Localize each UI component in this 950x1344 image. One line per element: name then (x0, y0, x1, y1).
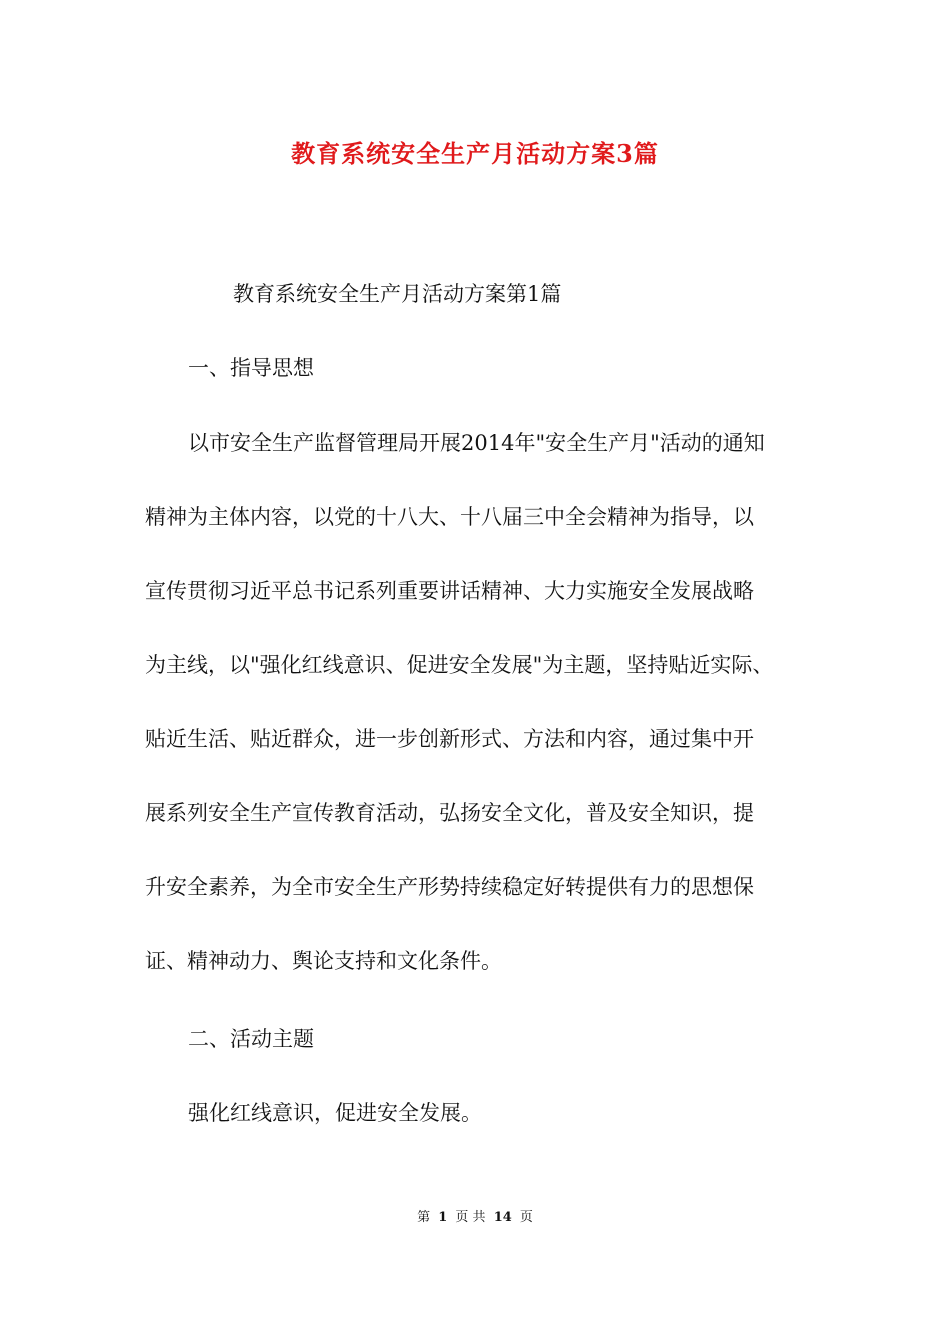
footer-prefix: 第 (417, 1210, 431, 1225)
paragraph-line: 贴近生活、贴近群众，进一步创新形式、方法和内容，通过集中开 (145, 727, 754, 751)
section-heading-guiding-ideology: 一、指导思想 (188, 356, 314, 380)
footer-middle: 页 共 (455, 1210, 486, 1225)
document-title: 教育系统安全生产月活动方案3篇 (291, 139, 659, 168)
footer-suffix: 页 (519, 1210, 533, 1225)
paragraph-line: 证、精神动力、舆论支持和文化条件。 (145, 949, 502, 973)
footer-total-pages: 14 (493, 1210, 512, 1225)
paragraph-guiding-ideology (145, 406, 813, 998)
paragraph-line: 宣传贯彻习近平总书记系列重要讲话精神、大力实施安全发展战略 (145, 579, 754, 603)
section-heading-activity-theme: 二、活动主题 (188, 1027, 314, 1051)
paragraph-line: 以市安全生产监督管理局开展2014年"安全生产月"活动的通知 (188, 431, 765, 455)
paragraph-line: 为主线，以"强化红线意识、促进安全发展"为主题，坚持贴近实际、 (145, 653, 774, 677)
document-subtitle: 教育系统安全生产月活动方案第1篇 (233, 282, 562, 306)
paragraph-line: 升安全素养，为全市安全生产形势持续稳定好转提供有力的思想保 (145, 875, 754, 899)
paragraph-activity-theme: 强化红线意识，促进安全发展。 (188, 1101, 482, 1125)
footer-current-page: 1 (438, 1210, 448, 1225)
paragraph-line: 精神为主体内容，以党的十八大、十八届三中全会精神为指导，以 (145, 505, 754, 529)
page-number-footer (0, 1208, 950, 1228)
paragraph-line: 展系列安全生产宣传教育活动，弘扬安全文化，普及安全知识，提 (145, 801, 754, 825)
